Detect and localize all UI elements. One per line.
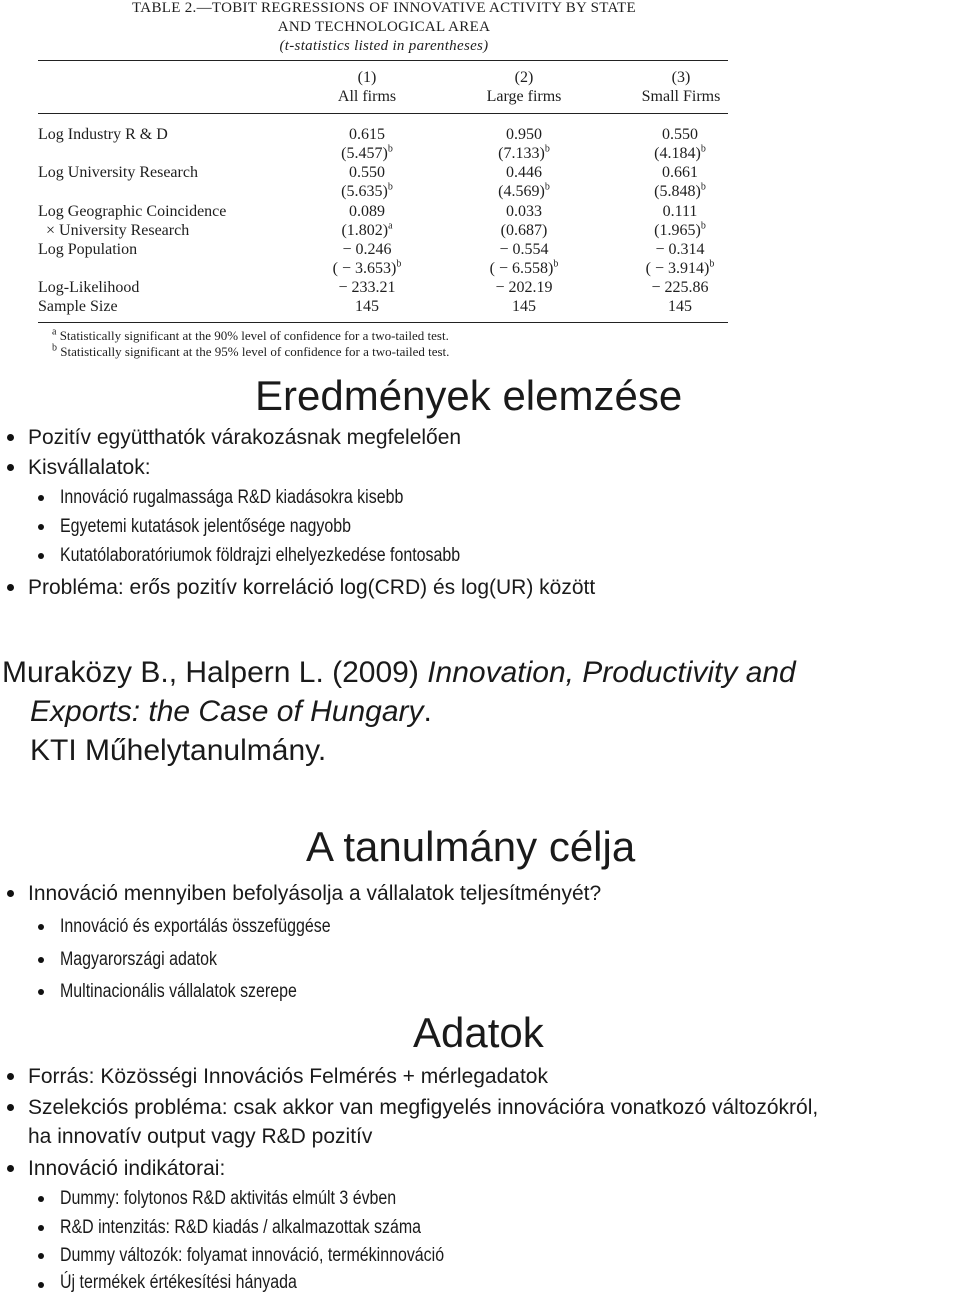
- table-cell: 0.111: [662, 203, 698, 220]
- column-number-1: (1): [357, 69, 377, 86]
- table-cell: [312, 182, 422, 201]
- table-title: TOBIT REGRESSIONS OF INNOVATIVE ACTIVITY BY STATE: [211, 0, 636, 16]
- table-cell: [625, 182, 735, 201]
- sub-bullet-dot: [38, 1253, 44, 1259]
- cell-value: (1.802): [341, 222, 389, 239]
- table-cell: [312, 144, 422, 163]
- reference-line1: [2, 654, 796, 692]
- reference-series: KTI Műhelytanulmány.: [30, 734, 327, 767]
- row-label: Log Industry R & D: [38, 126, 168, 143]
- significance-mark: b: [396, 258, 402, 270]
- cell-value: (0.687): [500, 222, 548, 239]
- cell-value: (1.965): [654, 222, 701, 239]
- table-header-rule: [38, 113, 728, 114]
- table-cell: 0.950: [506, 126, 542, 143]
- significance-mark: b: [387, 181, 393, 193]
- table-cell: − 0.554: [499, 241, 549, 258]
- table-bottom-rule: [38, 322, 728, 323]
- bullet-dot: [7, 1165, 14, 1172]
- table-cell: − 233.21: [338, 279, 396, 296]
- sub-bullet-dot: [38, 524, 44, 530]
- cell-value: (4.569): [498, 183, 545, 200]
- column-header-2: Large firms: [486, 88, 562, 105]
- row-label: Log University Research: [38, 164, 198, 181]
- reference-line2: [30, 693, 432, 731]
- table-cell: − 0.314: [655, 241, 705, 258]
- table-cell: − 0.246: [342, 241, 392, 258]
- sub-bullet-dot: [38, 495, 44, 501]
- bullet-dot: [7, 1104, 14, 1111]
- significance-mark: b: [387, 143, 393, 155]
- bullet-dot: [7, 584, 14, 591]
- sub-bullet-text: Kutatólaboratóriumok földrajzi elhelyezkedése fontosabb: [60, 545, 461, 566]
- table-cell: [312, 259, 422, 278]
- footnote-text: Statistically significant at the 95% level of confidence for a two-tailed test.: [60, 344, 450, 359]
- table-cell: 0.033: [506, 203, 542, 220]
- cell-value: ( − 3.914): [645, 260, 710, 277]
- bullet-text: Kisvállalatok:: [28, 456, 151, 479]
- sub-bullet-text: R&D intenzitás: R&D kiadás / alkalmazottak száma: [60, 1217, 422, 1238]
- table-number: TABLE 2.—: [132, 0, 212, 16]
- table-cell: 0.550: [349, 164, 385, 181]
- column-number-2: (2): [514, 69, 534, 86]
- sub-bullet-dot: [38, 989, 44, 995]
- sub-bullet-dot: [38, 553, 44, 559]
- bullet-dot: [7, 434, 14, 441]
- column-header-3: Small Firms: [641, 88, 721, 105]
- table-cell: [625, 259, 735, 278]
- table-cell: [469, 259, 579, 278]
- bullet-text: Pozitív együtthatók várakozásnak megfelelően: [28, 426, 462, 449]
- reference-period: .: [423, 695, 432, 728]
- sub-bullet-text: Multinacionális vállalatok szerepe: [60, 981, 297, 1002]
- sub-bullet-dot: [38, 924, 44, 930]
- reference-authors: Muraközy B., Halpern L. (2009): [2, 656, 428, 689]
- table-cell: [312, 221, 422, 240]
- row-label: Log Population: [38, 241, 138, 258]
- section-heading: Eredmények elemzése: [255, 372, 683, 419]
- table-cell: 0.661: [662, 164, 698, 181]
- footnote-mark: b: [52, 342, 57, 354]
- table-cell: 145: [512, 298, 536, 315]
- sub-bullet-dot: [38, 1196, 44, 1202]
- row-label: Log Geographic Coincidence: [38, 203, 227, 220]
- significance-mark: b: [553, 258, 559, 270]
- sub-bullet-dot: [38, 957, 44, 963]
- table-footnote: [52, 344, 449, 359]
- table-cell: 0.446: [506, 164, 542, 181]
- table-caption-line3: (t-statistics listed in parentheses): [279, 38, 489, 54]
- bullet-dot: [7, 464, 14, 471]
- section-heading: A tanulmány célja: [306, 823, 636, 870]
- cell-value: (7.133): [498, 145, 545, 162]
- table-caption-line1: [0, 0, 768, 18]
- cell-value: (5.635): [341, 183, 388, 200]
- table-cell: [625, 144, 735, 163]
- table-cell: [469, 221, 579, 240]
- sub-bullet-text: Innováció rugalmassága R&D kiadásokra kisebb: [60, 487, 404, 508]
- significance-mark: b: [709, 258, 715, 270]
- table-cell: 0.615: [349, 126, 385, 143]
- column-header-1: All firms: [337, 88, 397, 105]
- table-cell: − 202.19: [495, 279, 553, 296]
- table-cell: 0.089: [349, 203, 385, 220]
- cell-value: ( − 6.558): [489, 260, 554, 277]
- significance-mark: b: [700, 220, 706, 232]
- bullet-text: Szelekciós probléma: csak akkor van megfigyelés innovációra vonatkozó változókról,: [28, 1096, 819, 1119]
- row-label: Log-Likelihood: [38, 279, 140, 296]
- sub-bullet-text: Dummy változók: folyamat innováció, termékinnováció: [60, 1245, 445, 1266]
- sub-bullet-text: Magyarországi adatok: [60, 949, 218, 970]
- section-heading: Adatok: [413, 1009, 544, 1056]
- reference-title: Innovation, Productivity and: [427, 656, 796, 689]
- table-caption-line2: AND TECHNOLOGICAL AREA: [277, 19, 491, 35]
- table-cell: [469, 182, 579, 201]
- bullet-text: Innováció mennyiben befolyásolja a vállalatok teljesítményét?: [28, 882, 602, 905]
- footnote-mark: a: [52, 326, 57, 338]
- reference-title-cont: Exports: the Case of Hungary: [30, 695, 424, 728]
- sub-bullet-text: Innováció és exportálás összefüggése: [60, 916, 331, 937]
- table-cell: [469, 144, 579, 163]
- table-cell: 145: [355, 298, 379, 315]
- cell-value: (5.457): [341, 145, 388, 162]
- table-cell: 0.550: [662, 126, 698, 143]
- sub-bullet-dot: [38, 1225, 44, 1231]
- cell-value: (5.848): [654, 183, 701, 200]
- column-number-3: (3): [671, 69, 691, 86]
- row-label: × University Research: [46, 222, 190, 239]
- table-cell: [625, 221, 735, 240]
- table-cell: − 225.86: [651, 279, 709, 296]
- sub-bullet-text: Új termékek értékesítési hányada: [60, 1272, 297, 1293]
- bullet-dot: [7, 890, 14, 897]
- bullet-text: Probléma: erős pozitív korreláció log(CRD) és log(UR) között: [28, 576, 596, 599]
- bullet-text: Forrás: Közösségi Innovációs Felmérés + mérlegadatok: [28, 1065, 548, 1088]
- cell-value: ( − 3.653): [332, 260, 397, 277]
- sub-bullet-dot: [38, 1282, 44, 1288]
- bullet-dot: [7, 1073, 14, 1080]
- footnote-text: Statistically significant at the 90% level of confidence for a two-tailed test.: [59, 328, 449, 343]
- cell-value: (4.184): [654, 145, 701, 162]
- significance-mark: b: [700, 143, 706, 155]
- table-footnote: [52, 328, 449, 343]
- sub-bullet-text: Egyetemi kutatások jelentősége nagyobb: [60, 516, 352, 537]
- sub-bullet-text: Dummy: folytonos R&D aktivitás elmúlt 3 évben: [60, 1188, 397, 1209]
- table-top-rule: [38, 60, 728, 61]
- table-cell: 145: [668, 298, 692, 315]
- bullet-text-cont: ha innovatív output vagy R&D pozitív: [28, 1125, 373, 1148]
- significance-mark: b: [544, 143, 550, 155]
- significance-mark: b: [544, 181, 550, 193]
- significance-mark: a: [388, 220, 393, 232]
- bullet-text: Innováció indikátorai:: [28, 1157, 226, 1180]
- row-label: Sample Size: [38, 298, 118, 315]
- significance-mark: b: [700, 181, 706, 193]
